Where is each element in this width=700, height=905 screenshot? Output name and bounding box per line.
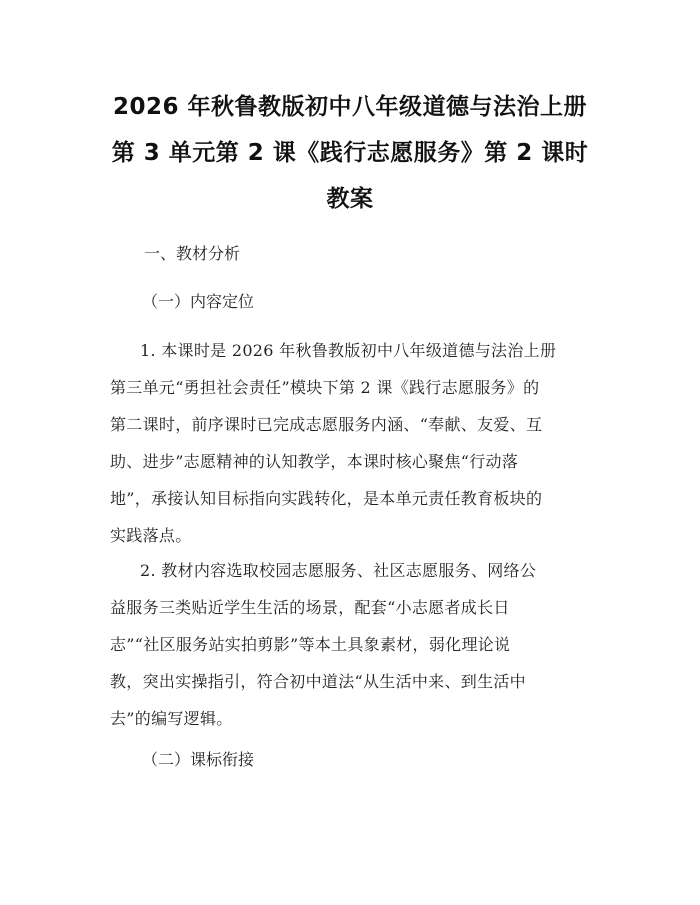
- paragraph-1-line: 助、进步”志愿精神的认知教学，本课时核心聚焦“行动落: [110, 452, 519, 471]
- paragraph-2: [110, 552, 602, 737]
- section-heading-textbook-analysis: 一、教材分析: [144, 244, 241, 263]
- paragraph-2-line: 去”的编写逻辑。: [110, 709, 233, 728]
- paragraph-2-line: 2. 教材内容选取校园志愿服务、社区志愿服务、网络公: [140, 561, 537, 580]
- subsection-heading-content-positioning: （一）内容定位: [142, 292, 255, 311]
- paragraph-1-line: 地”，承接认知目标指向实践转化，是本单元责任教育板块的: [110, 489, 543, 508]
- paragraph-2-line: 教，突出实操指引，符合初中道法“从生活中来、到生活中: [110, 672, 526, 691]
- title-line-1: 2026 年秋鲁教版初中八年级道德与法治上册: [112, 94, 588, 120]
- paragraph-2-line: 益服务三类贴近学生生活的场景，配套“小志愿者成长日: [110, 598, 510, 617]
- paragraph-1: [110, 332, 602, 554]
- title-line-2: 第 3 单元第 2 课《践行志愿服务》第 2 课时: [111, 140, 589, 166]
- document-title: [95, 84, 605, 222]
- paragraph-1-line: 实践落点。: [110, 526, 192, 545]
- title-line-3: 教案: [326, 186, 374, 212]
- paragraph-2-line: 志”“社区服务站实拍剪影”等本土具象素材，弱化理论说: [110, 635, 511, 654]
- paragraph-1-line: 第二课时，前序课时已完成志愿服务内涵、“奉献、友爱、互: [110, 415, 543, 434]
- paragraph-1-line: 1. 本课时是 2026 年秋鲁教版初中八年级道德与法治上册: [140, 341, 557, 360]
- subsection-heading-curriculum-alignment: （二）课标衔接: [142, 750, 255, 769]
- paragraph-1-line: 第三单元“勇担社会责任”模块下第 2 课《践行志愿服务》的: [110, 378, 540, 397]
